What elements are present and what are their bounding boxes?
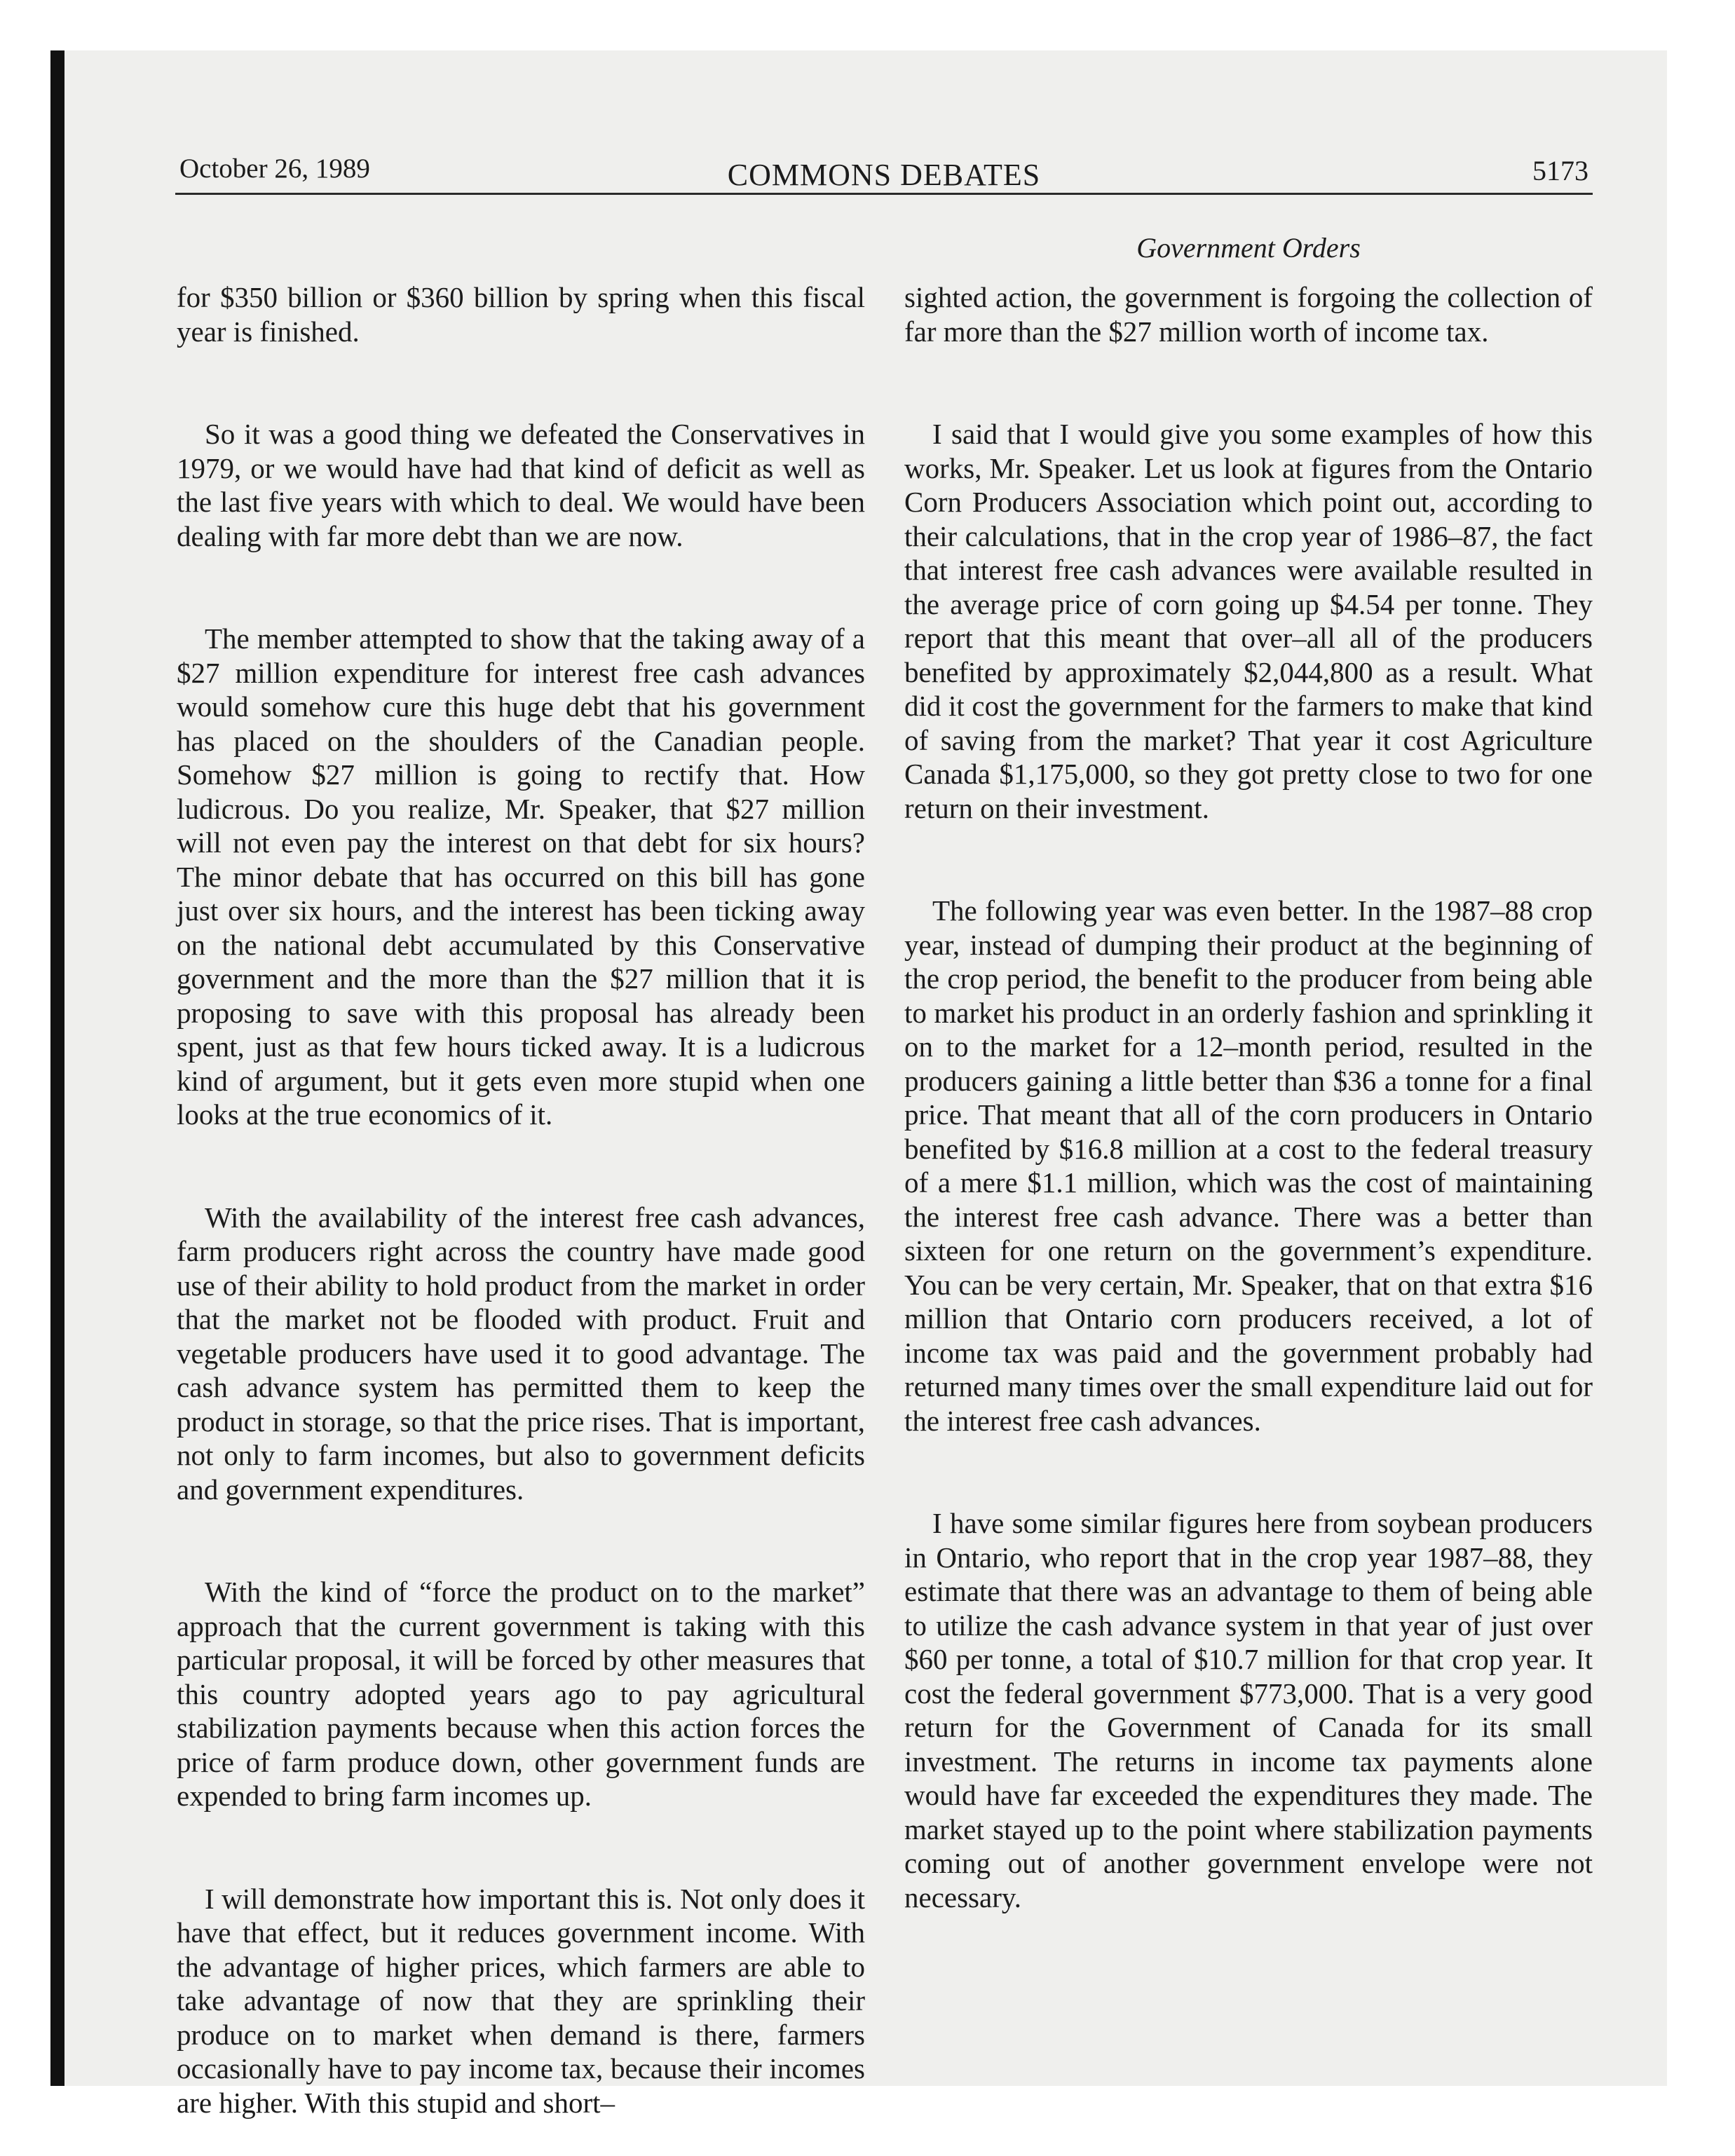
paragraph: for $350 billion or $360 billion by spring when this fiscal year is finished. [177, 281, 865, 348]
header-date: October 26, 1989 [179, 153, 370, 184]
paragraph: I have some similar figures here from soybean producers in Ontario, who report that in the crop year 1987–88, they estimate that there was an advantage to them of being able to utilize the cash advance system in that year of just over $60 per tonne, a total of $10.7 million for that crop year. It cost the federal government $773,000. That is a very good return for the Government of Canada for its small investment. The returns in income tax payments alone would have far exceeded the expenditures they made. The market stayed up to the point where stabilization payments coming out of another government envelope were not necessary. [904, 1507, 1593, 1913]
paragraph: So it was a good thing we defeated the Conservatives in 1979, or we would have had that kind of deficit as well as the last five years with which to deal. We would have been dealing with far more debt than we are now. [177, 418, 865, 552]
header-rule [175, 193, 1593, 195]
right-column [904, 280, 1593, 1914]
running-head [175, 149, 1593, 192]
paragraph: The member attempted to show that the taking away of a $27 million expenditure for interest free cash advances would somehow cure this huge debt that his government has placed on the shoulders of the Canadian people. Somehow $27 million is going to rectify that. How ludicrous. Do you realize, Mr. Speaker, that $27 million will not even pay the interest on that debt for six hours? The minor debate that has occurred on this bill has gone just over six hours, and the interest has been ticking away on the national debt accumulated by this Conservative government and the more than the $27 million that it is proposing to save with this proposal has already been spent, just as that few hours ticked away. It is a ludicrous kind of argument, but it gets even more stupid when one looks at the true economics of it. [177, 622, 865, 1131]
section-label: Government Orders [1136, 232, 1361, 264]
publication-title: COMMONS DEBATES [727, 158, 1041, 192]
left-column [177, 280, 865, 2120]
paragraph: I said that I would give you some examples of how this works, Mr. Speaker. Let us look at figures from the Ontario Corn Producers Association which point out, according to their calculations, that in the crop year of 1986–87, the fact that interest free cash advances were available resulted in the average price of corn going up $4.54 per tonne. They report that this meant that over–all all of the producers benefited by approximately $2,044,800 as a result. What did it cost the government for the farmers to make that kind of saving from the market? That year it cost Agriculture Canada $1,175,000, so they got pretty close to two for one return on their investment. [904, 418, 1593, 824]
paragraph: I will demonstrate how important this is. Not only does it have that effect, but it reduces government income. With the advantage of higher prices, which farmers are able to take advantage of now that they are sprinkling their produce on to market when demand is there, farmers occasionally have to pay income tax, because their incomes are higher. With this stupid and short– [177, 1882, 865, 2119]
paragraph: The following year was even better. In the 1987–88 crop year, instead of dumping their product at the beginning of the crop period, the benefit to the producer from being able to market his product in an orderly fashion and sprinkling it on to the market for a 12–month period, resulted in the producers gaining a little better than $36 a tonne for a final price. That meant that all of the corn producers in Ontario benefited by $16.8 million at a cost to the federal treasury of a mere $1.1 million, which was the cost of maintaining the interest free cash advance. There was a better than sixteen for one return on the government’s expenditure. You can be very certain, Mr. Speaker, that on that extra $16 million that Ontario corn producers received, a lot of income tax was paid and the government probably had returned many times over the small expenditure laid out for the interest free cash advances. [904, 894, 1593, 1437]
paragraph: With the availability of the interest free cash advances, farm producers right across the country have made good use of their ability to hold product from the market in order that the market not be flooded with product. Fruit and vegetable producers have used it to good advantage. The cash advance system has permitted them to keep the product in storage, so that the price rises. That is important, not only to farm incomes, but also to government deficits and government expenditures. [177, 1201, 865, 1506]
paragraph: With the kind of “force the product on to the market” approach that the current government is taking with this particular proposal, it will be forced by other measures that this country adopted years ago to pay agricultural stabilization payments because when this action forces the price of farm produce down, other government funds are expended to bring farm incomes up. [177, 1576, 865, 1812]
binding-edge [50, 50, 64, 2086]
paragraph: sighted action, the government is forgoing the collection of far more than the $27 million worth of income tax. [904, 281, 1593, 348]
page-number: 5173 [1532, 155, 1588, 186]
